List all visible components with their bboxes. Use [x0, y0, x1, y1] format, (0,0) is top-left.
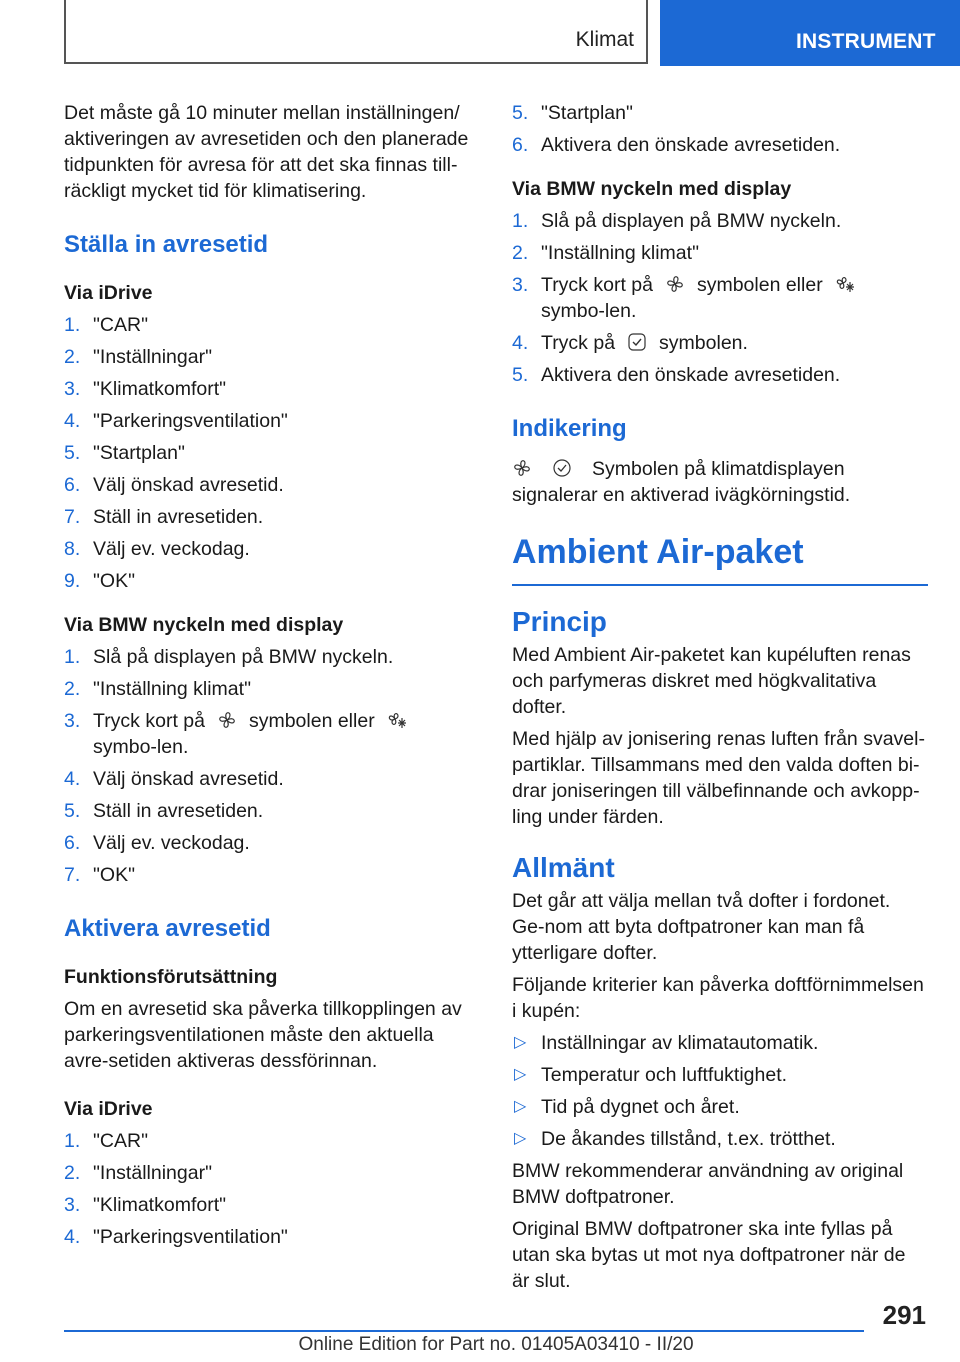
fan-snowflake-icon	[835, 274, 855, 294]
step-text: Aktivera den önskade avresetiden.	[541, 134, 841, 156]
list-item	[64, 472, 474, 498]
key-display-label: Via BMW nyckeln med display	[64, 614, 344, 636]
step-text: "Inställning klimat"	[541, 242, 699, 264]
step-text: Tryck på	[541, 332, 616, 354]
step-text: Välj önskad avresetid.	[93, 768, 284, 790]
step-text: symbolen eller	[248, 710, 375, 732]
key-display-label-2: Via BMW nyckeln med display	[512, 178, 792, 200]
step-text: Slå på displayen på BMW nyckeln.	[93, 646, 394, 668]
step-text: "CAR"	[93, 1130, 149, 1152]
right-column	[512, 100, 928, 1300]
list-item	[64, 408, 474, 434]
list-item	[64, 440, 474, 466]
step-number: 4.	[64, 768, 81, 790]
principle-paragraph-1: Med Ambient Air-paketet kan kupéluften renas och parfymeras diskret med högkvalitativa dofter.	[512, 644, 911, 718]
step-text: Ställ in avresetiden.	[93, 800, 264, 822]
step-text: "Inställningar"	[93, 346, 212, 368]
idrive-label-2: Via iDrive	[64, 1098, 153, 1120]
step-text: symbolen eller	[696, 274, 823, 296]
key-steps-list	[64, 644, 474, 888]
check-circle-icon	[552, 458, 574, 478]
list-item	[512, 100, 928, 126]
list-item	[64, 644, 474, 670]
footer-divider	[64, 1330, 864, 1332]
step-text: Aktivera den önskade avresetiden.	[541, 364, 841, 386]
list-item	[64, 1224, 474, 1250]
step-number: 3.	[64, 1194, 81, 1216]
step-text: Tryck kort på	[541, 274, 653, 296]
step-text: "Klimatkomfort"	[93, 1194, 227, 1216]
step-text: Tryck kort på	[93, 710, 205, 732]
criteria-list	[512, 1030, 928, 1152]
list-item	[64, 830, 474, 856]
idrive-steps-list	[64, 312, 474, 594]
step-number: 6.	[64, 474, 81, 496]
step-number: 5.	[64, 442, 81, 464]
step-number: 2.	[64, 678, 81, 700]
step-text: "Inställning klimat"	[93, 678, 251, 700]
general-paragraph-2: Följande kriterier kan påverka doftförnimmelsen i kupén:	[512, 974, 924, 1022]
step-text: symbolen.	[659, 332, 748, 354]
step-number: 1.	[64, 646, 81, 668]
bullet-triangle-icon: ▷	[514, 1098, 527, 1115]
list-item	[512, 1094, 928, 1120]
requirement-label: Funktionsförutsättning	[64, 966, 278, 988]
step-text: "CAR"	[93, 314, 149, 336]
step-text: "OK"	[93, 864, 136, 886]
step-number: 7.	[64, 864, 81, 886]
bullet-triangle-icon: ▷	[514, 1066, 527, 1083]
fan-icon	[512, 458, 534, 478]
principle-heading: Princip	[512, 606, 607, 637]
step-number: 1.	[64, 314, 81, 336]
fan-icon	[217, 710, 237, 730]
step-number: 4.	[64, 1226, 81, 1248]
step-text: "OK"	[93, 570, 136, 592]
ambient-air-heading: Ambient Air-paket	[512, 532, 928, 586]
step-number: 3.	[64, 378, 81, 400]
step-number: 5.	[512, 102, 529, 124]
step-number: 3.	[64, 710, 81, 732]
step-text: Ställ in avresetiden.	[93, 506, 264, 528]
check-clock-icon	[627, 332, 647, 352]
step-text: "Startplan"	[93, 442, 185, 464]
step-number: 5.	[512, 364, 529, 386]
list-item	[64, 536, 474, 562]
step-number: 4.	[64, 410, 81, 432]
step-text: "Klimatkomfort"	[93, 378, 227, 400]
step-number: 7.	[64, 506, 81, 528]
list-item	[512, 1030, 928, 1056]
list-item	[512, 272, 928, 324]
list-item	[64, 798, 474, 824]
section-title: Klimat	[575, 28, 634, 51]
step-number: 5.	[64, 800, 81, 822]
general-heading: Allmänt	[512, 852, 615, 883]
step-text: Slå på displayen på BMW nyckeln.	[541, 210, 842, 232]
step-text: symbo-len.	[541, 300, 637, 322]
list-item	[512, 1062, 928, 1088]
set-departure-heading: Ställa in avresetid	[64, 231, 269, 258]
step-text: "Inställningar"	[93, 1162, 212, 1184]
step-text: "Startplan"	[541, 102, 633, 124]
list-item	[64, 568, 474, 594]
recommendation-paragraph: BMW rekommenderar användning av original BMW doftpatroner.	[512, 1160, 904, 1208]
step-number: 1.	[64, 1130, 81, 1152]
list-item	[64, 376, 474, 402]
list-item	[512, 208, 928, 234]
step-number: 2.	[512, 242, 529, 264]
idrive-label: Via iDrive	[64, 282, 153, 304]
general-paragraph-1: Det går att välja mellan två dofter i fordonet. Ge-nom att byta doftpatroner kan man få ytterligare dofter.	[512, 890, 891, 964]
original-paragraph: Original BMW doftpatroner ska inte fyllas på utan ska bytas ut mot nya doftpatroner när de är slut.	[512, 1218, 906, 1292]
step-text: "Parkeringsventilation"	[93, 1226, 288, 1248]
list-item	[64, 1192, 474, 1218]
activate-departure-heading: Aktivera avresetid	[64, 915, 271, 942]
bullet-text: Inställningar av klimatautomatik.	[541, 1032, 819, 1054]
step-number: 6.	[512, 134, 529, 156]
list-item	[512, 330, 928, 356]
list-item	[512, 240, 928, 266]
list-item	[64, 1160, 474, 1186]
list-item	[512, 362, 928, 388]
principle-paragraph-2: Med hjälp av jonisering renas luften från svavel-partiklar. Tillsammans med den valda doften bi-drar joniseringen till välbefinnande och avkopp-ling under färden.	[512, 728, 925, 828]
step-number: 3.	[512, 274, 529, 296]
list-item	[64, 676, 474, 702]
list-item	[64, 1128, 474, 1154]
step-number: 4.	[512, 332, 529, 354]
step-number: 8.	[64, 538, 81, 560]
chapter-tab: INSTRUMENT	[660, 0, 960, 66]
edition-footer: Online Edition for Part no. 01405A03410 - II/20	[298, 1334, 694, 1355]
list-item	[64, 708, 474, 760]
step-number: 2.	[64, 346, 81, 368]
step-text: Välj ev. veckodag.	[93, 832, 250, 854]
bullet-triangle-icon: ▷	[514, 1130, 527, 1147]
indication-paragraph	[512, 456, 928, 508]
list-item	[512, 132, 928, 158]
step-number: 9.	[64, 570, 81, 592]
indication-text: Symbolen på klimatdisplayen signalerar en aktiverad ivägkörningstid.	[512, 458, 851, 506]
step-text: "Parkeringsventilation"	[93, 410, 288, 432]
bullet-text: Temperatur och luftfuktighet.	[541, 1064, 788, 1086]
key-steps-list-2	[512, 208, 928, 388]
list-item	[64, 766, 474, 792]
idrive2-steps-list	[64, 1128, 474, 1250]
step-number: 2.	[64, 1162, 81, 1184]
list-item	[64, 504, 474, 530]
step-text: symbo-len.	[93, 736, 189, 758]
step-text: Välj önskad avresetid.	[93, 474, 284, 496]
indication-heading: Indikering	[512, 415, 627, 442]
fan-snowflake-icon	[387, 710, 407, 730]
requirement-paragraph: Om en avresetid ska påverka tillkopplingen av parkeringsventilationen måste den aktuella avre-setiden aktiveras dessförinnan.	[64, 998, 462, 1072]
left-column	[64, 100, 474, 1268]
page-number: 291	[882, 1300, 926, 1330]
bullet-triangle-icon: ▷	[514, 1034, 527, 1051]
list-item	[64, 312, 474, 338]
step-text: Välj ev. veckodag.	[93, 538, 250, 560]
list-item	[512, 1126, 928, 1152]
list-item	[64, 344, 474, 370]
bullet-text: Tid på dygnet och året.	[541, 1096, 740, 1118]
fan-icon	[665, 274, 685, 294]
header-frame	[64, 0, 648, 64]
bullet-text: De åkandes tillstånd, t.ex. trötthet.	[541, 1128, 836, 1150]
intro-paragraph: Det måste gå 10 minuter mellan inställningen/ aktiveringen av avresetiden och den planerade tidpunkten för avresa för att det ska finnas till-räckligt mycket tid för klimatisering.	[64, 102, 469, 202]
step-number: 1.	[512, 210, 529, 232]
step-number: 6.	[64, 832, 81, 854]
continued-steps-list	[512, 100, 928, 158]
list-item	[64, 862, 474, 888]
